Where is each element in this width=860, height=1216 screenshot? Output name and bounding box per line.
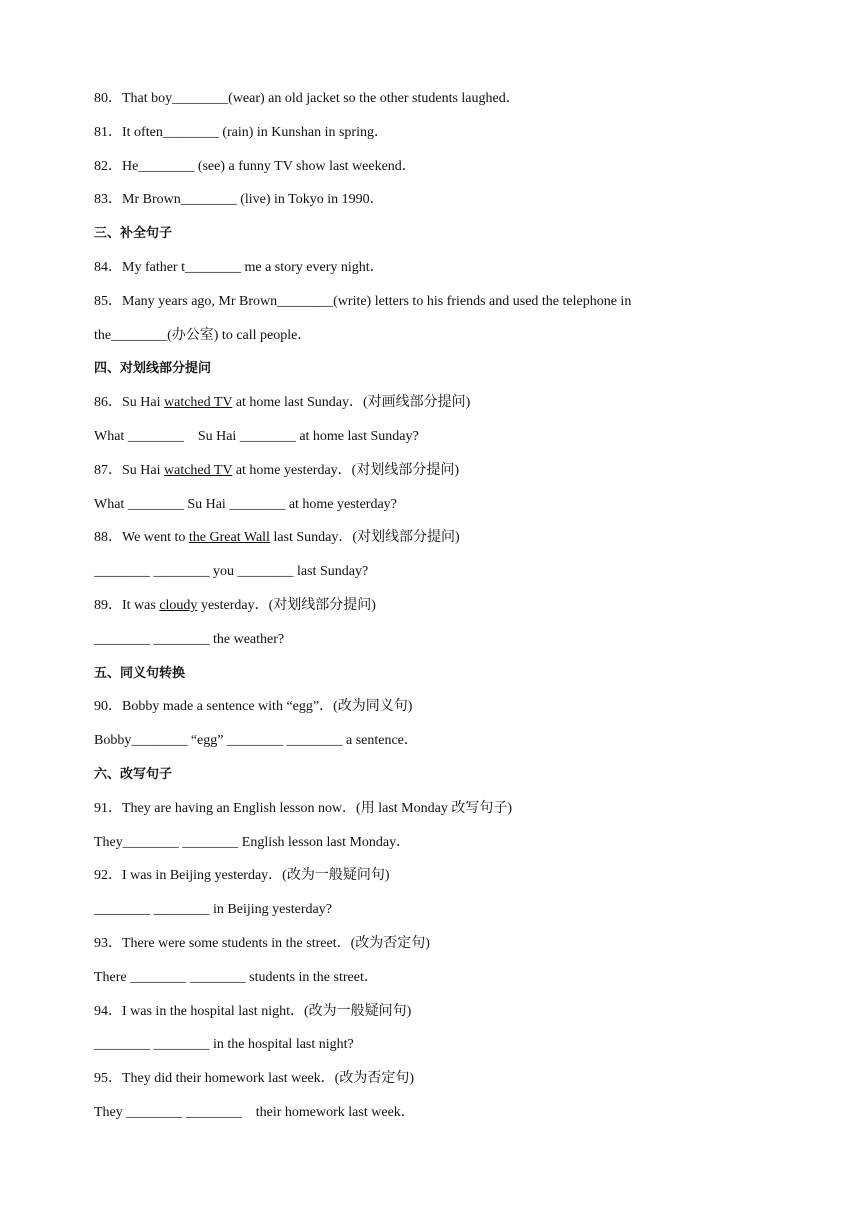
question-line <box>94 1003 411 1021</box>
text-segment: 87．Su Hai <box>94 462 164 478</box>
text-segment: They________ ________ English lesson last Monday． <box>94 834 411 850</box>
text-segment: at home last Sunday．(对画线部分提问) <box>232 395 471 411</box>
text-segment: 84．My father t________ me a story every night． <box>94 260 384 275</box>
text-segment: ________ ________ in Beijing yesterday? <box>94 902 332 918</box>
text-segment: ________ ________ the weather? <box>94 631 285 647</box>
underlined-phrase: cloudy <box>159 598 198 613</box>
question-line <box>94 597 376 615</box>
question-line <box>94 124 388 142</box>
text-segment: 88．We went to <box>94 530 189 546</box>
question-line <box>94 529 460 547</box>
section-heading <box>94 360 211 378</box>
text-segment: 81．It often________ (rain) in Kunshan in spring． <box>94 124 388 140</box>
text-segment: 三、补全句子 <box>94 226 173 242</box>
question-line <box>94 800 512 818</box>
text-segment: 91．They are having an English lesson now．(用 last Monday 改写句子) <box>94 800 512 816</box>
underlined-phrase: the Great Wall <box>188 530 270 546</box>
text-segment: 90．Bobby made a sentence with “egg”．(改为同义句) <box>94 699 413 715</box>
question-line <box>94 191 384 209</box>
question-line <box>94 631 284 649</box>
section-heading <box>94 766 172 784</box>
question-line <box>94 259 384 277</box>
text-segment: 83．Mr Brown________ (live) in Tokyo in 1990． <box>94 192 384 208</box>
question-line <box>94 394 470 412</box>
section-heading <box>94 665 185 683</box>
question-line <box>94 935 430 953</box>
text-segment: 四、对划线部分提问 <box>94 361 212 377</box>
question-line <box>94 1036 354 1054</box>
question-line <box>94 969 378 987</box>
text-segment: yesterday．(对划线部分提问) <box>197 598 376 613</box>
text-segment: last Sunday．(对划线部分提问) <box>269 530 460 546</box>
question-line <box>94 867 390 885</box>
text-segment: at home yesterday．(对划线部分提问) <box>232 462 459 478</box>
underlined-phrase: watched TV <box>164 395 233 411</box>
question-line <box>94 901 332 919</box>
text-segment: 93．There were some students in the street．(改为否定句) <box>94 936 430 951</box>
section-heading <box>94 225 172 243</box>
text-segment: ________ ________ in the hospital last night? <box>94 1037 354 1053</box>
question-line <box>94 428 419 446</box>
question-line <box>94 732 418 750</box>
text-segment: the________(办公室) to call people． <box>94 327 312 343</box>
question-line <box>94 293 631 311</box>
text-segment: 六、改写句子 <box>94 767 173 782</box>
underlined-phrase: watched TV <box>164 462 233 478</box>
question-line <box>94 563 368 581</box>
text-segment: Bobby________ “egg” ________ ________ a sentence． <box>94 733 418 749</box>
text-segment: What ________ Su Hai ________ at home yesterday? <box>94 496 397 512</box>
question-line <box>94 90 520 108</box>
text-segment: 80．That boy________(wear) an old jacket so the other students laughed． <box>94 91 520 106</box>
text-segment: 82．He________ (see) a funny TV show last weekend． <box>94 158 416 174</box>
question-line <box>94 1104 415 1122</box>
text-segment: They ________ ________ their homework last week． <box>94 1105 415 1120</box>
question-line <box>94 462 459 480</box>
text-segment: 94．I was in the hospital last night．(改为一般疑问句) <box>94 1003 412 1019</box>
text-segment: What ________ Su Hai ________ at home last Sunday? <box>94 429 419 444</box>
text-segment: ________ ________ you ________ last Sunday? <box>94 564 369 580</box>
text-segment: 95．They did their homework last week．(改为否定句) <box>94 1071 414 1087</box>
text-segment: 92．I was in Beijing yesterday．(改为一般疑问句) <box>94 868 390 884</box>
text-segment: 五、同义句转换 <box>94 665 186 681</box>
question-line <box>94 496 397 514</box>
text-segment: 85．Many years ago, Mr Brown________(write) letters to his friends and used the telephone in <box>94 293 632 309</box>
question-line <box>94 834 410 852</box>
question-line <box>94 698 412 716</box>
question-line <box>94 327 311 345</box>
text-segment: There ________ ________ students in the street． <box>94 969 378 985</box>
text-segment: 89．It was <box>94 598 160 613</box>
question-line <box>94 1070 414 1088</box>
question-line <box>94 158 416 176</box>
text-segment: 86．Su Hai <box>94 395 164 411</box>
